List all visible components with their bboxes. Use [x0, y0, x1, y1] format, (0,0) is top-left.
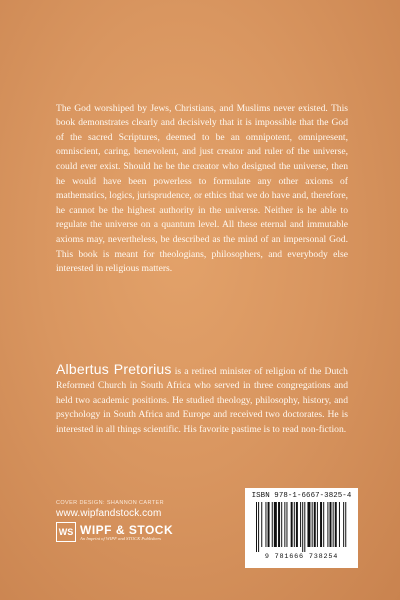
author-bio [56, 362, 348, 438]
barcode-icon [254, 502, 350, 552]
book-blurb: The God worshiped by Jews, Christians, and Muslims never existed. This book demonstrates clearly and decisively that it is impossible that the God of the sacred Scriptures, deemed to be an omnipotent, omnipresent, omniscient, caring, benevolent, and just creator and ruler of the universe, could ever exist. Should he be the creator who designed the universe, then he would have been powerless to formulate any other axioms of mathematics, logics, jurisprudence, or ethics that we do have and, therefore, he cannot be the highest authority in the universe. Neither is he able to regulate the universe on a quantum level. All these eternal and immutable axioms may, nevertheless, be described as the mind of an impersonal God. This book is meant for theologians, philosophers, and everybody else interested in religious matters. [56, 102, 348, 275]
publisher-text [80, 524, 173, 541]
cover-design-credit: COVER DESIGN: SHANNON CARTER [56, 500, 164, 506]
publisher-name: WIPF & STOCK [80, 522, 174, 537]
author-bio-text: is a retired minister of religion of the Dutch Reformed Church in South Africa who served in three congregations and held two academic positions. He studied theology, philosophy, history, and psychology in South Africa and Europe and received two doctorates. He is interested in all things scientific. His favorite pastime is to read non-fiction. [56, 365, 348, 435]
publisher-block [56, 522, 216, 542]
isbn-label: ISBN 978-1-6667-3825-4 [251, 492, 352, 500]
publisher-credits [56, 500, 216, 542]
author-name: Albertus Pretorius [56, 360, 172, 377]
barcode-box [245, 488, 358, 568]
barcode-digits: 9 781666 738254 [264, 553, 339, 561]
publisher-website: www.wipfandstock.com [56, 508, 162, 519]
publisher-logo-icon: WS [56, 522, 76, 542]
publisher-subtitle: An Imprint of WIPF and STOCK Publishers [80, 535, 162, 541]
